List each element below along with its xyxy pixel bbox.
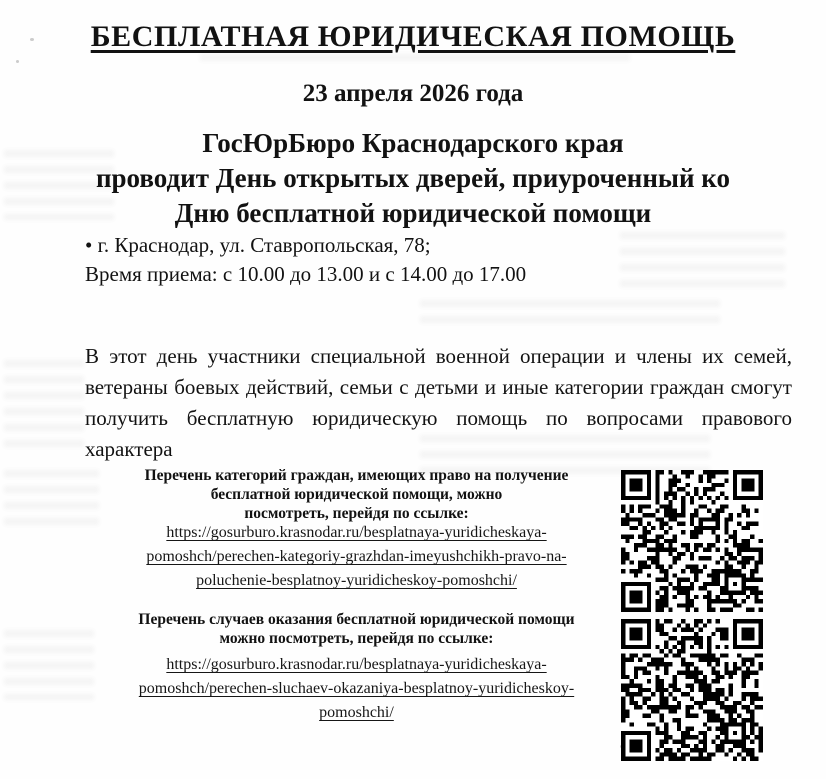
section-cases-link-line-3[interactable]: pomoshchi/ xyxy=(319,704,394,721)
section-categories-link[interactable] xyxy=(98,521,615,593)
event-heading xyxy=(0,126,826,231)
scan-artifact xyxy=(4,360,84,450)
scan-artifact xyxy=(420,300,720,330)
scan-artifact xyxy=(200,54,630,68)
venue-block xyxy=(85,231,745,289)
section-categories-heading xyxy=(98,466,615,523)
section-categories-link-line-2[interactable]: pomoshch/perechen-kategoriy-grazhdan-imeyushchikh-pravo-na- xyxy=(146,548,567,565)
qr-code-cases-icon xyxy=(621,619,763,761)
section-cases-heading-line-2: можно посмотреть, перейдя по ссылке: xyxy=(219,630,494,647)
section-categories-heading-line-2: бесплатной юридической помощи, можно xyxy=(210,486,503,503)
section-cases-link[interactable] xyxy=(98,653,615,725)
venue-hours: Время приема: с 10.00 до 13.00 и с 14.00 до 17.00 xyxy=(85,262,527,286)
section-categories-link-line-3[interactable]: poluchenie-besplatnoy-yuridicheskoy-pomoshchi/ xyxy=(196,572,517,589)
section-cases-heading-line-1: Перечень случаев оказания бесплатной юридической помощи xyxy=(138,611,575,628)
section-cases-link-line-1[interactable]: https://gosurburo.krasnodar.ru/besplatnaya-yuridicheskaya- xyxy=(166,656,547,673)
section-categories-heading-line-1: Перечень категорий граждан, имеющих право на получение xyxy=(144,467,569,484)
document-title: БЕСПЛАТНАЯ ЮРИДИЧЕСКАЯ ПОМОЩЬ xyxy=(90,20,736,53)
qr-code-categories-icon xyxy=(621,470,763,612)
event-heading-line-1: ГосЮрБюро Краснодарского края xyxy=(202,128,624,158)
body-paragraph: В этот день участники специальной военной операции и члены их семей, ветераны боевых действий, семьи с детьми и иные категории граждан смогут получить бесплатную юридическую помощь по вопросами правового характера xyxy=(85,344,792,461)
event-heading-line-3: Дню бесплатной юридической помощи xyxy=(174,198,652,228)
section-categories-link-line-1[interactable]: https://gosurburo.krasnodar.ru/besplatnaya-yuridicheskaya- xyxy=(166,524,547,541)
event-heading-line-2: проводит День открытых дверей, приуроченный ко xyxy=(95,163,730,193)
section-categories-heading-line-3: посмотреть, перейдя по ссылке: xyxy=(244,505,469,522)
venue-address: • г. Краснодар, ул. Ставропольская, 78; xyxy=(85,233,431,257)
section-cases-link-line-2[interactable]: pomoshch/perechen-sluchaev-okazaniya-besplatnoy-yuridicheskoy- xyxy=(138,680,575,697)
event-date: 23 апреля 2026 года xyxy=(302,80,524,107)
scan-artifact xyxy=(4,470,99,530)
section-cases-heading xyxy=(98,610,615,648)
scan-artifact xyxy=(4,630,94,700)
scan-speck xyxy=(16,60,19,63)
